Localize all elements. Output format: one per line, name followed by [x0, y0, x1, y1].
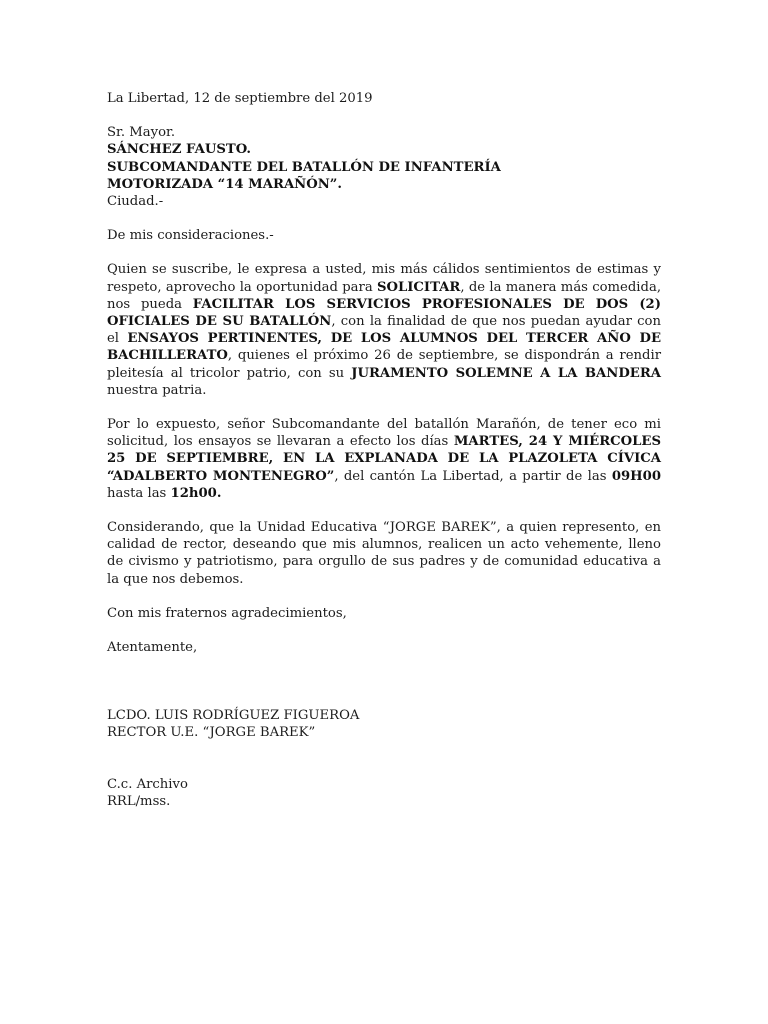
letter-body [107, 90, 661, 810]
p2-text-3: hasta las [107, 485, 171, 501]
date-line: La Libertad, 12 de septiembre del 2019 [107, 91, 373, 106]
p2-text-2: , del cantón La Libertad, a partir de las [334, 468, 612, 484]
recipient-title-line2: MOTORIZADA “14 MARAÑÓN”. [107, 176, 342, 192]
p1-text-5: nuestra patria. [107, 382, 207, 398]
signature-title: RECTOR U.E. “JORGE BAREK” [107, 725, 316, 741]
p2-bold-dates-place: MARTES, 24 Y MIÉRCOLES 25 DE SEPTIEMBRE, EN LA EXPLANADA DE LA PLAZOLETA CÍVICA “ADALBERTO MONTENEGRO” [107, 434, 661, 484]
cc-line-initials: RRL/mss. [107, 793, 171, 809]
paragraph-request [107, 261, 661, 399]
p1-bold-servicios: FACILITAR LOS SERVICIOS PROFESIONALES DE DOS (2) OFICIALES DE SU BATALLÓN [107, 296, 661, 330]
cc-line-archive: C.c. Archivo [107, 776, 188, 792]
paragraph-schedule [107, 416, 661, 502]
p1-bold-solicitar: SOLICITAR [376, 279, 461, 295]
p1-bold-ensayos: ENSAYOS PERTINENTES, DE LOS ALUMNOS DEL TERCER AÑO DE BACHILLERATO [107, 331, 661, 364]
p1-text-1: Quien se suscribe, le expresa a usted, mis más cálidos sentimientos de estimas y respeto, aprovecho la oportunidad para [107, 262, 661, 295]
recipient-rank: Sr. Mayor. [107, 125, 176, 141]
p2-bold-end-time: 12h00. [170, 485, 222, 501]
cc-block [107, 776, 661, 810]
signature-block [107, 707, 661, 741]
recipient-block [107, 124, 661, 210]
recipient-title-line1: SUBCOMANDANTE DEL BATALLÓN DE INFANTERÍA [107, 159, 501, 175]
closing-regards: Atentamente, [107, 640, 198, 656]
p1-text-2: , de la manera más comedida, nos pueda [107, 279, 662, 312]
paragraph-considering: Considerando, que la Unidad Educativa “JORGE BAREK”, a quien represento, en calidad de rector, deseando que mis alumnos, realicen un acto vehemente, lleno de civismo y patriotismo, para orgullo de sus padres y de comunidad educativa a la que nos debemos. [107, 520, 661, 587]
recipient-city: Ciudad.- [107, 194, 164, 210]
signature-name: LCDO. LUIS RODRÍGUEZ FIGUEROA [107, 708, 360, 724]
recipient-name: SÁNCHEZ FAUSTO. [107, 142, 251, 158]
greeting: De mis consideraciones.- [107, 228, 274, 244]
p2-bold-start-time: 09H00 [611, 468, 661, 484]
p1-text-4: , quienes el próximo 26 de septiembre, se dispondrán a rendir pleitesía al tricolor patrio, con su [107, 348, 661, 381]
p1-bold-juramento: JURAMENTO SOLEMNE A LA BANDERA [351, 365, 662, 381]
closing-thanks: Con mis fraternos agradecimientos, [107, 605, 347, 621]
p1-text-3: , con la finalidad de que nos puedan ayudar con el [107, 314, 661, 347]
p2-text-1: Por lo expuesto, señor Subcomandante del batallón Marañón, de tener eco mi solicitud, los ensayos se llevaran a efecto los días [107, 417, 661, 450]
